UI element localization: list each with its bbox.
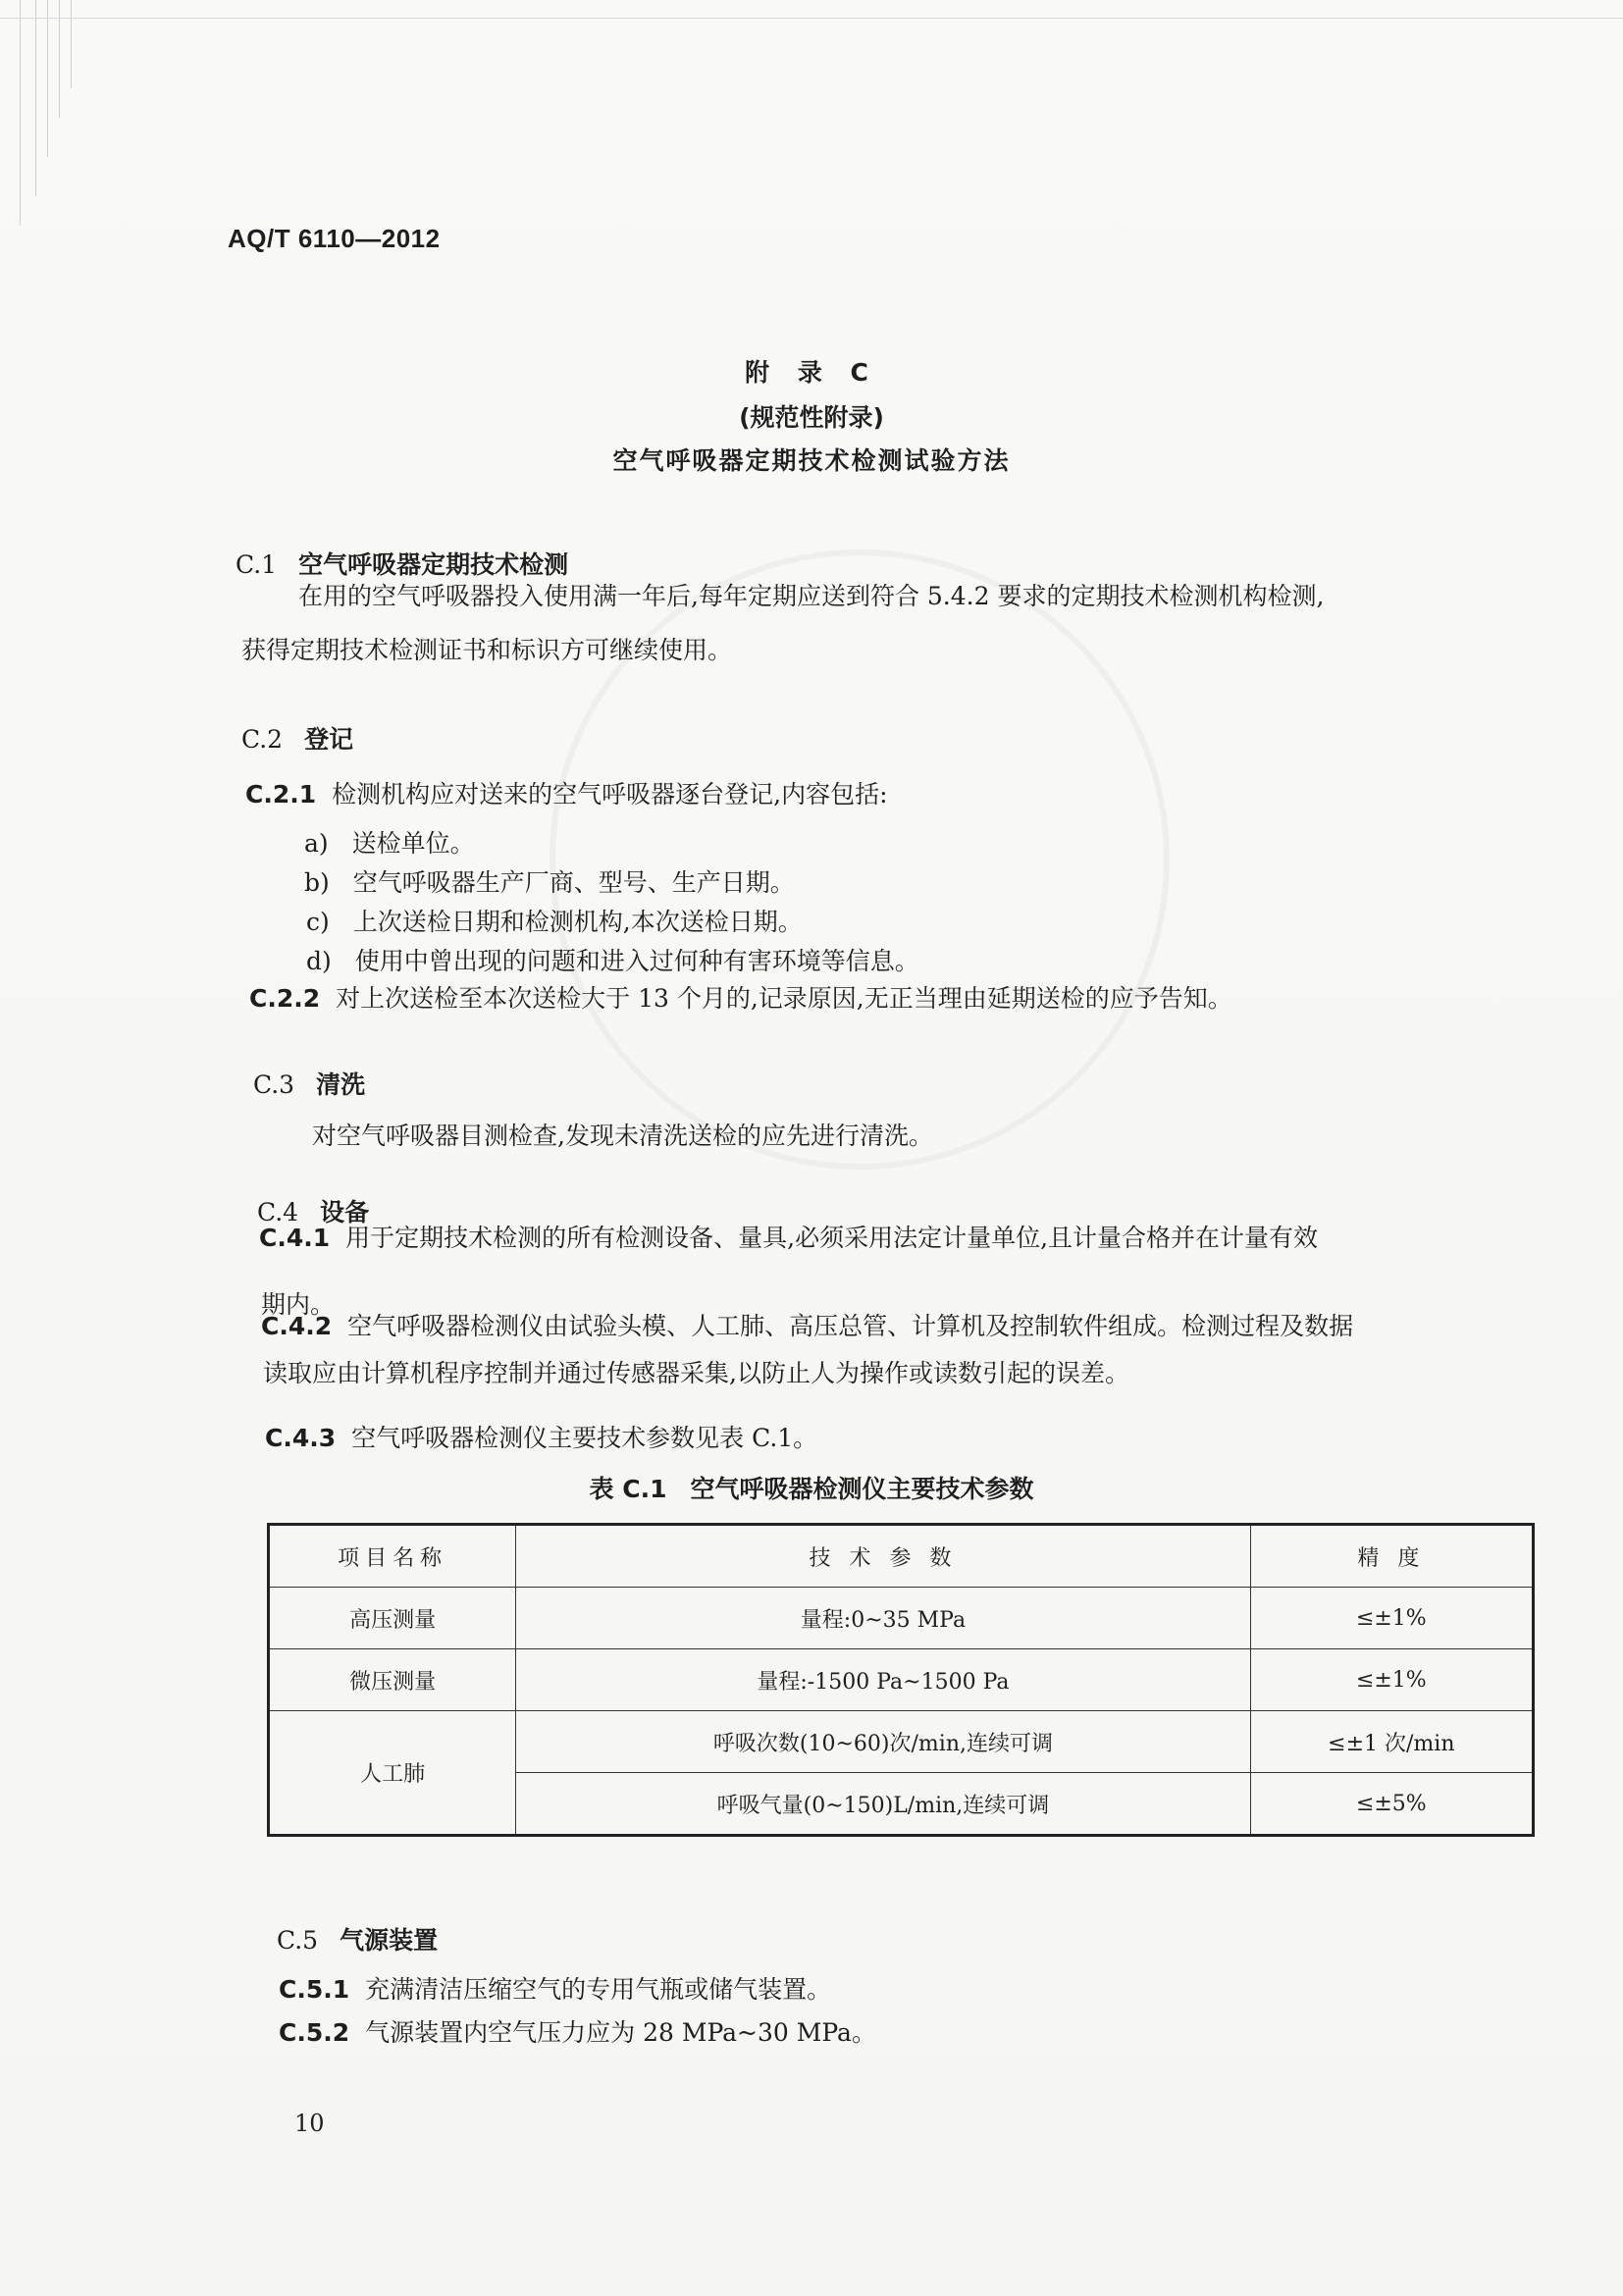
list-item	[306, 905, 803, 940]
section-title: 空气呼吸器定期技术检测	[298, 550, 569, 579]
section-heading-c5	[277, 1921, 438, 1957]
section-title: 气源装置	[340, 1926, 439, 1955]
section-number: C.1	[236, 550, 278, 579]
precision-cell: ≤±1 次/min	[1250, 1711, 1533, 1773]
section-heading-c1	[236, 546, 568, 581]
table-row	[269, 1649, 1534, 1711]
scan-edge-line	[35, 0, 36, 196]
precision-cell: ≤±5%	[1250, 1773, 1533, 1836]
clause-number: C.2.2	[249, 984, 321, 1013]
clause-text: 空气呼吸器检测仪主要技术参数见表 C.1。	[351, 1424, 818, 1452]
clause-number: C.4.2	[261, 1312, 333, 1340]
clause-c43	[265, 1421, 817, 1456]
list-label: d)	[306, 947, 332, 975]
header-cell: 精 度	[1250, 1525, 1533, 1588]
list-label: a)	[304, 829, 329, 858]
annex-subtitle: (规范性附录)	[739, 403, 884, 432]
table-header-row	[269, 1525, 1534, 1588]
section-title: 登记	[304, 725, 354, 754]
clause-text: 空气呼吸器检测仪由试验头模、人工肺、高压总管、计算机及控制软件组成。检测过程及数据	[347, 1312, 1354, 1340]
param-cell: 呼吸气量(0~150)L/min,连续可调	[516, 1773, 1250, 1836]
clause-c22	[249, 981, 1232, 1017]
item-cell: 高压测量	[269, 1588, 516, 1649]
paragraph-line: 期内。	[261, 1290, 336, 1319]
standard-code: AQ/T 6110—2012	[228, 224, 441, 253]
clause-number: C.5.1	[279, 1975, 350, 2004]
list-item	[304, 826, 475, 861]
precision-cell: ≤±1%	[1250, 1649, 1533, 1711]
scan-edge-line	[0, 18, 1623, 19]
clause-number: C.2.1	[245, 780, 317, 809]
clause-c41	[259, 1221, 1318, 1256]
clause-text: 检测机构应对送来的空气呼吸器逐台登记,内容包括:	[332, 780, 888, 809]
clause-text: 用于定期技术检测的所有检测设备、量具,必须采用法定计量单位,且计量合格并在计量有效	[345, 1224, 1319, 1252]
paragraph-line: 对空气呼吸器目测检查,发现未清洗送检的应先进行清洗。	[312, 1122, 933, 1150]
clause-c52	[279, 2015, 876, 2051]
scan-edge-line	[20, 0, 21, 226]
clause-c21	[245, 777, 888, 812]
paragraph-line: 获得定期技术检测证书和标识方可继续使用。	[241, 636, 733, 664]
list-text: 使用中曾出现的问题和进入过何种有害环境等信息。	[354, 947, 919, 975]
section-number: C.2	[241, 725, 284, 754]
table-title	[0, 1470, 1623, 1505]
scan-edge-line	[47, 0, 48, 157]
annex-title: 附 录 C	[745, 358, 878, 387]
header-cell: 项目名称	[269, 1525, 516, 1588]
table-caption: 空气呼吸器检测仪主要技术参数	[690, 1475, 1034, 1503]
list-label: c)	[306, 908, 330, 936]
table-row	[269, 1588, 1534, 1649]
section-number: C.4	[257, 1198, 299, 1226]
list-item	[304, 865, 795, 901]
list-item	[306, 944, 919, 979]
section-number: C.5	[277, 1926, 319, 1955]
section-heading-c2	[241, 720, 353, 756]
list-text: 上次送检日期和检测机构,本次送检日期。	[352, 908, 803, 936]
clause-c42	[261, 1309, 1353, 1344]
table-number: 表 C.1	[589, 1475, 667, 1503]
annex-name: 空气呼吸器定期技术检测试验方法	[612, 446, 1011, 475]
clause-number: C.4.1	[259, 1224, 331, 1252]
clause-number: C.4.3	[265, 1424, 337, 1452]
paragraph-line: 在用的空气呼吸器投入使用满一年后,每年定期应送到符合 5.4.2 要求的定期技术检测机构检测,	[298, 582, 1325, 610]
section-title: 清洗	[316, 1070, 366, 1099]
page-number: 10	[294, 2110, 325, 2137]
paragraph-line: 读取应由计算机程序控制并通过传感器采集,以防止人为操作或读数引起的误差。	[263, 1359, 1129, 1387]
list-label: b)	[304, 868, 330, 897]
precision-cell: ≤±1%	[1250, 1588, 1533, 1649]
section-title: 设备	[320, 1198, 370, 1226]
scan-edge-line	[71, 0, 72, 88]
spec-table	[267, 1523, 1535, 1837]
list-text: 空气呼吸器生产厂商、型号、生产日期。	[352, 868, 795, 897]
header-cell: 技 术 参 数	[516, 1525, 1250, 1588]
clause-text: 气源装置内空气压力应为 28 MPa~30 MPa。	[365, 2018, 876, 2047]
param-cell: 呼吸次数(10~60)次/min,连续可调	[516, 1711, 1250, 1773]
section-heading-c3	[253, 1066, 365, 1101]
param-cell: 量程:-1500 Pa~1500 Pa	[516, 1649, 1250, 1711]
clause-c51	[279, 1972, 831, 2008]
param-cell: 量程:0~35 MPa	[516, 1588, 1250, 1649]
clause-text: 对上次送检至本次送检大于 13 个月的,记录原因,无正当理由延期送检的应予告知。	[336, 984, 1232, 1013]
clause-number: C.5.2	[279, 2018, 350, 2047]
clause-text: 充满清洁压缩空气的专用气瓶或储气装置。	[365, 1975, 832, 2004]
item-cell: 微压测量	[269, 1649, 516, 1711]
list-text: 送检单位。	[351, 829, 475, 858]
item-cell: 人工肺	[269, 1711, 516, 1836]
table-row	[269, 1711, 1534, 1773]
section-number: C.3	[253, 1070, 295, 1099]
